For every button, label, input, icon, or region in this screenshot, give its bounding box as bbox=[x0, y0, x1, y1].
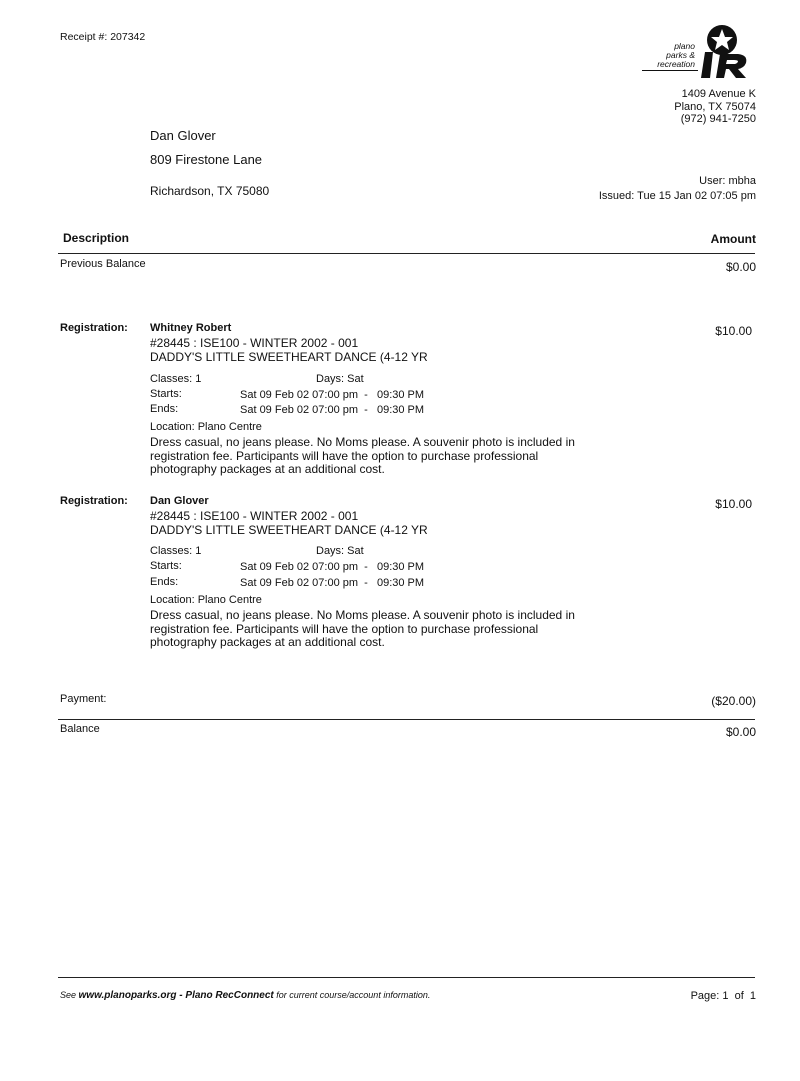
course-code: #28445 : ISE100 - WINTER 2002 - 001 bbox=[150, 509, 359, 523]
previous-balance-amount: $0.00 bbox=[725, 260, 756, 274]
balance-label: Balance bbox=[60, 723, 100, 735]
logo-underline bbox=[642, 70, 698, 71]
course-title: DADDY'S LITTLE SWEETHEART DANCE (4-12 YR bbox=[150, 350, 428, 364]
logo-line-1: plano bbox=[674, 41, 695, 51]
plano-parks-logo bbox=[640, 20, 755, 82]
org-address bbox=[674, 88, 756, 126]
course-code: #28445 : ISE100 - WINTER 2002 - 001 bbox=[150, 336, 359, 350]
classes-label: Classes: 1 bbox=[150, 373, 202, 385]
org-address-line-1: 1409 Avenue K bbox=[681, 88, 756, 100]
user-label: User: mbha bbox=[699, 175, 756, 187]
receipt-number bbox=[60, 31, 145, 43]
logo-line-3: recreation bbox=[657, 59, 695, 69]
registration-entry bbox=[0, 322, 800, 482]
registration-label: Registration: bbox=[60, 322, 128, 334]
ends-label: Ends: bbox=[150, 576, 179, 588]
payment-amount: ($20.00) bbox=[711, 694, 756, 708]
location-label: Location: Plano Centre bbox=[150, 421, 262, 433]
receipt-value: 207342 bbox=[110, 31, 146, 43]
registration-amount: $10.00 bbox=[715, 324, 752, 338]
registration-label: Registration: bbox=[60, 495, 128, 507]
payment-label: Payment: bbox=[60, 693, 107, 705]
header-divider bbox=[58, 253, 755, 254]
org-address-line-2: Plano, TX 75074 bbox=[674, 100, 756, 113]
previous-balance-label: Previous Balance bbox=[60, 258, 146, 270]
course-title: DADDY'S LITTLE SWEETHEART DANCE (4-12 YR bbox=[150, 523, 428, 537]
customer-city: Richardson, TX 75080 bbox=[150, 184, 270, 198]
location-label: Location: Plano Centre bbox=[150, 594, 262, 606]
issue-info bbox=[599, 174, 756, 204]
logo-mark-icon bbox=[696, 22, 754, 80]
description-header: Description bbox=[63, 231, 130, 245]
logo-line-2: parks & bbox=[666, 50, 695, 60]
footer-site-link[interactable]: www.planoparks.org - Plano RecConnect bbox=[78, 990, 274, 1001]
ends-value: Sat 09 Feb 02 07:00 pm - 09:30 PM bbox=[240, 404, 425, 416]
participant-name: Whitney Robert bbox=[150, 322, 232, 334]
issued-date: Issued: Tue 15 Jan 02 07:05 pm bbox=[598, 190, 756, 202]
logo-text bbox=[657, 42, 695, 69]
registration-entry bbox=[0, 495, 800, 655]
starts-label: Starts: bbox=[150, 560, 182, 572]
footer-see: See bbox=[60, 990, 77, 1000]
registration-note: Dress casual, no jeans please. No Moms please. A souvenir photo is included in registration fee. Participants will have the option to purchase professional photography packages at an additional cost. bbox=[150, 608, 575, 649]
customer-name: Dan Glover bbox=[150, 128, 216, 143]
classes-label: Classes: 1 bbox=[150, 545, 202, 557]
amount-header: Amount bbox=[710, 232, 756, 246]
customer-street: 809 Firestone Lane bbox=[150, 152, 263, 167]
footer-note bbox=[60, 990, 430, 1001]
footer-info: for current course/account information. bbox=[276, 990, 431, 1000]
starts-label: Starts: bbox=[150, 388, 182, 400]
starts-value: Sat 09 Feb 02 07:00 pm - 09:30 PM bbox=[240, 389, 425, 401]
footer-divider bbox=[58, 977, 755, 978]
balance-amount: $0.00 bbox=[725, 725, 756, 739]
participant-name: Dan Glover bbox=[150, 495, 209, 507]
receipt-label: Receipt #: bbox=[60, 31, 108, 43]
org-address-line-3: (972) 941-7250 bbox=[680, 113, 756, 125]
starts-value: Sat 09 Feb 02 07:00 pm - 09:30 PM bbox=[240, 561, 425, 573]
balance-divider bbox=[58, 719, 755, 720]
ends-label: Ends: bbox=[150, 403, 179, 415]
days-label: Days: Sat bbox=[316, 373, 364, 385]
registration-note: Dress casual, no jeans please. No Moms please. A souvenir photo is included in registration fee. Participants will have the option to purchase professional photography packages at an additional cost. bbox=[150, 435, 575, 476]
days-label: Days: Sat bbox=[316, 545, 364, 557]
registration-amount: $10.00 bbox=[715, 497, 752, 511]
ends-value: Sat 09 Feb 02 07:00 pm - 09:30 PM bbox=[240, 577, 425, 589]
page-number: Page: 1 of 1 bbox=[690, 990, 756, 1002]
